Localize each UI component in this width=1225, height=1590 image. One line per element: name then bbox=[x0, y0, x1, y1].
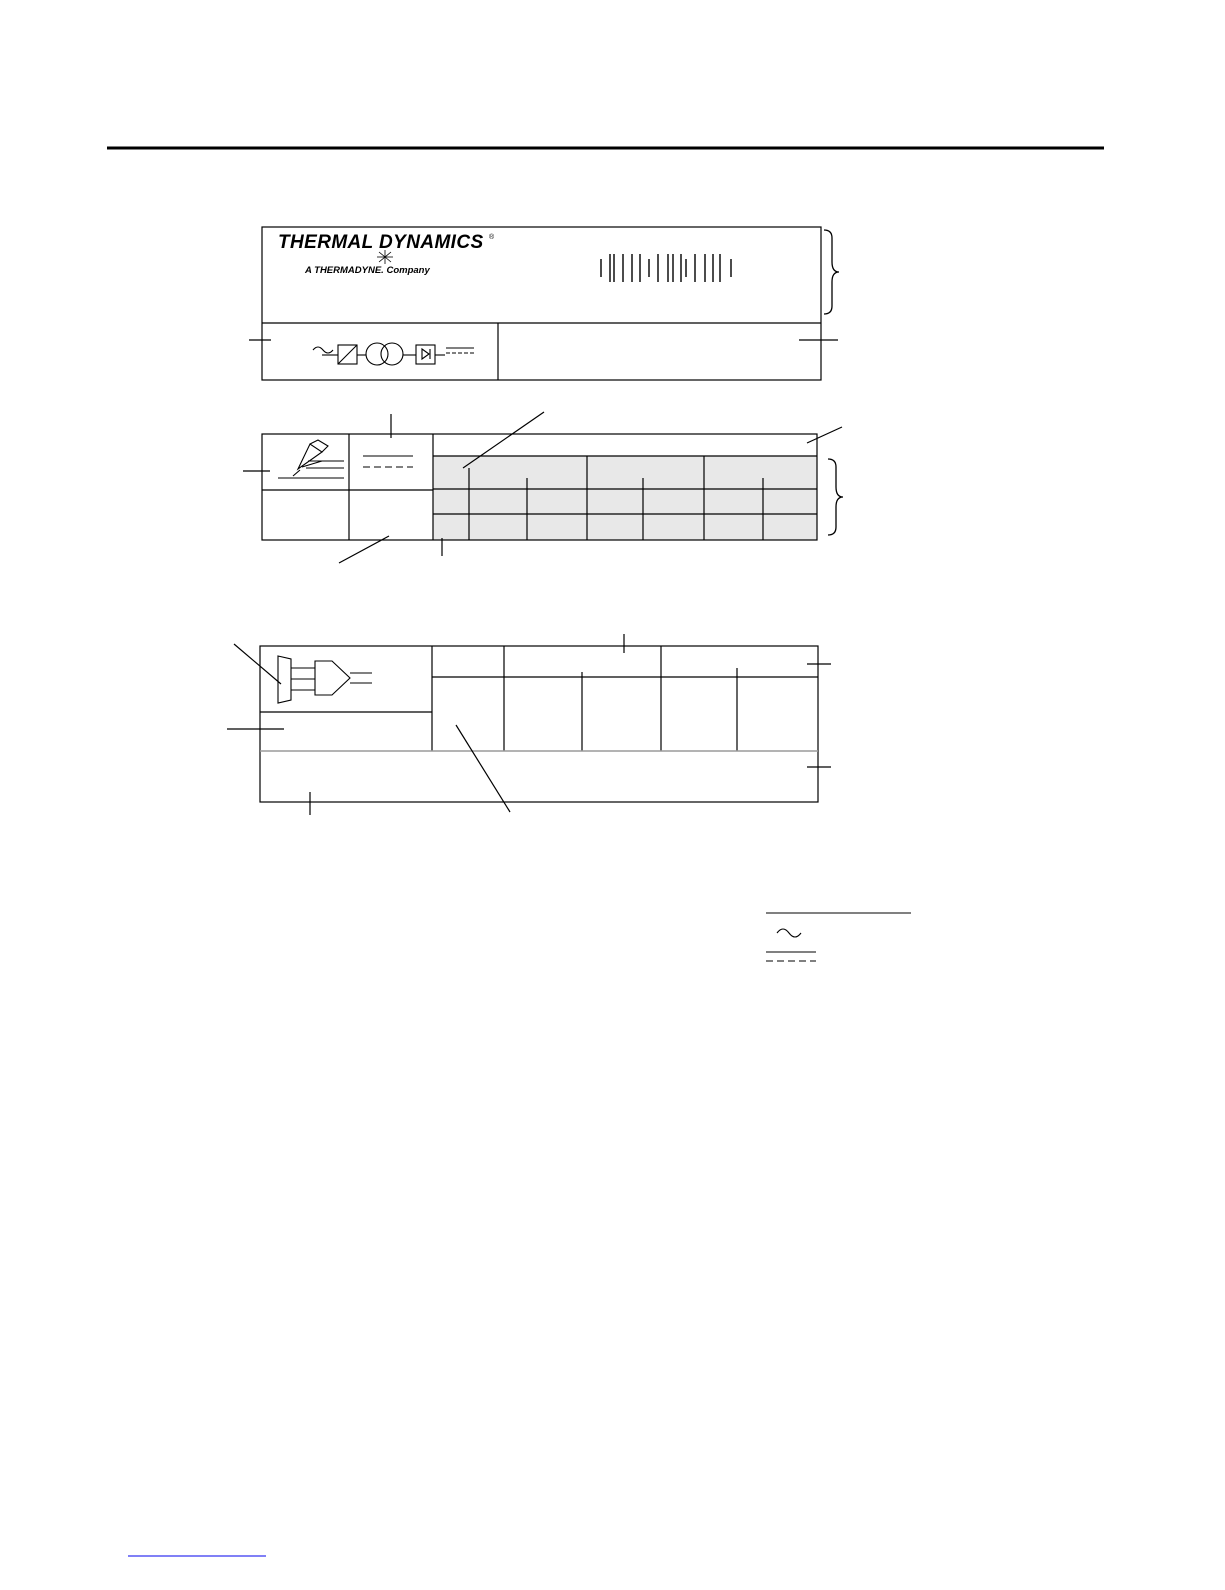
bracket-icon bbox=[824, 230, 839, 314]
brand-logo-tagline: A THERMADYNE. Company bbox=[305, 265, 430, 276]
power-schematic bbox=[313, 343, 474, 365]
plasma-process-icon bbox=[278, 656, 372, 703]
barcode-icon bbox=[601, 254, 731, 282]
bracket-icon bbox=[828, 459, 843, 535]
ac-sine-icon bbox=[777, 929, 801, 937]
callout-leaders bbox=[227, 340, 842, 815]
brand-logo-title: THERMAL DYNAMICS bbox=[278, 232, 484, 253]
converter-icon bbox=[338, 345, 357, 364]
panel-power-input bbox=[260, 646, 818, 802]
torch-icon bbox=[278, 440, 344, 478]
dc-output-icon bbox=[363, 456, 413, 467]
panel-output-rating bbox=[262, 434, 817, 540]
symbol-legend bbox=[766, 913, 911, 961]
transformer-icon bbox=[366, 343, 403, 365]
ac-sine-icon bbox=[313, 347, 333, 353]
registered-mark: ® bbox=[489, 234, 495, 241]
dc-output-icon bbox=[446, 348, 474, 353]
rectifier-icon bbox=[416, 345, 435, 364]
